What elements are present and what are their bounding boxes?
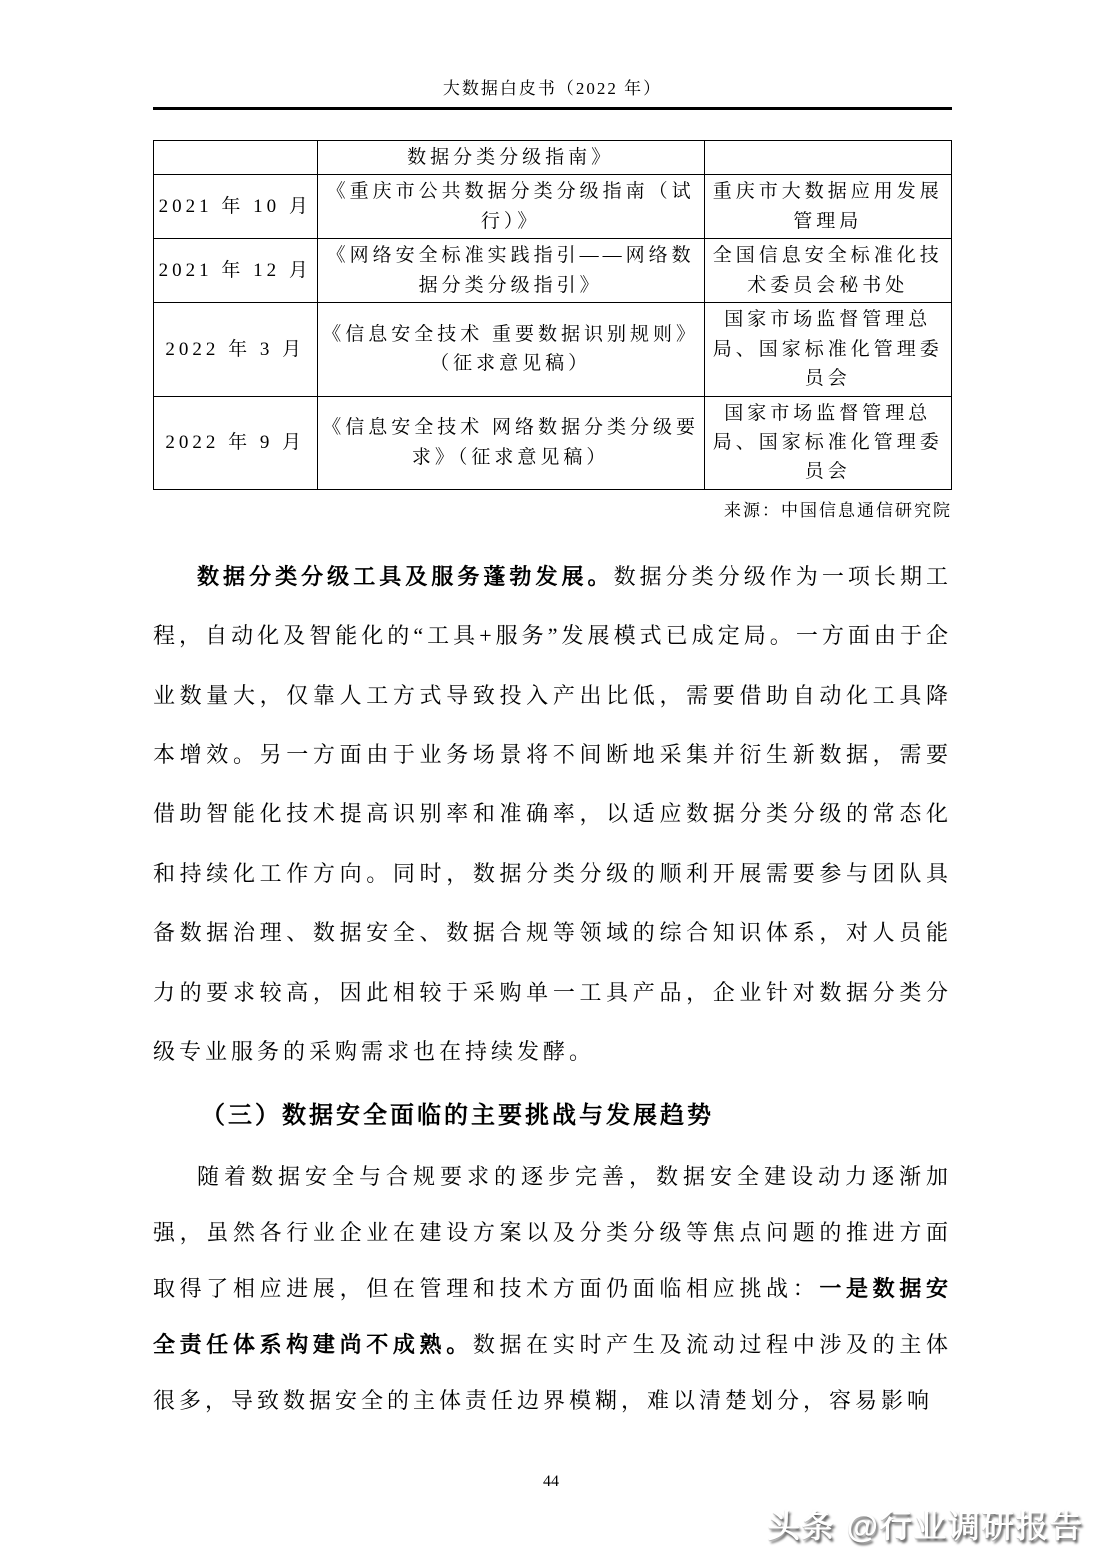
- paragraph-text: 随着数据安全与合规要求的逐步完善，数据安全建设动力逐渐加强，虽然各行业企业在建设方案以及分类分级等焦点问题的推进方面取得了相应进展，但在管理和技术方面仍面临相应挑战：: [153, 1163, 952, 1301]
- paragraph-text: 数据分类分级作为一项长期工程，自动化及智能化的“工具+服务”发展模式已成定局。一方面由于企业数量大，仅靠人工方式导致投入产出比低，需要借助自动化工具降本增效。另一方面由于业务场景将不间断地采集并衍生新数据，需要借助智能化技术提高识别率和准确率，以适应数据分类分级的常态化和持续化工作方向。同时，数据分类分级的顺利开展需要参与团队具备数据治理、数据安全、数据合规等领域的综合知识体系，对人员能力的要求较高，因此相较于采购单一工具产品，企业针对数据分类分级专业服务的采购需求也在持续发酵。: [153, 563, 952, 1064]
- paragraph-bold-challenge: 一是数据安全责任体系构建尚不成熟。: [153, 1275, 952, 1357]
- watermark-toutiao: 头条 @行业调研报告: [767, 1508, 1084, 1544]
- cell-date: 2022 年 9 月: [154, 396, 318, 489]
- table-source-note: 来源：中国信息通信研究院: [724, 500, 952, 520]
- cell-org: 国家市场监督管理总局、国家标准化管理委员会: [704, 303, 951, 396]
- cell-title: 《网络安全标准实践指引——网络数据分类分级指引》: [317, 239, 704, 303]
- cell-date: [154, 141, 318, 175]
- page-content: [153, 74, 952, 1429]
- cell-title: 数据分类分级指南》: [317, 141, 704, 175]
- table-row: [154, 303, 952, 396]
- table-row: [154, 396, 952, 489]
- cell-date: 2022 年 3 月: [154, 303, 318, 396]
- table-row: [154, 175, 952, 239]
- policy-table: [153, 140, 952, 490]
- cell-org: 全国信息安全标准化技术委员会秘书处: [704, 239, 951, 303]
- body-text: [153, 547, 952, 1429]
- paragraph-tools-services: [153, 547, 952, 1082]
- cell-date: 2021 年 10 月: [154, 175, 318, 239]
- cell-title: 《信息安全技术 重要数据识别规则》（征求意见稿）: [317, 303, 704, 396]
- cell-title: 《重庆市公共数据分类分级指南（试行）》: [317, 175, 704, 239]
- cell-org: 国家市场监督管理总局、国家标准化管理委员会: [704, 396, 951, 489]
- cell-date: 2021 年 12 月: [154, 239, 318, 303]
- header-title: 大数据白皮书（2022 年）: [153, 74, 952, 110]
- cell-org: [704, 141, 951, 175]
- paragraph-text: 数据在实时产生及流动过程中涉及的主体很多，导致数据安全的主体责任边界模糊，难以清楚划分，容易影响: [153, 1331, 952, 1413]
- paragraph-challenges: [153, 1149, 952, 1429]
- paragraph-bold-lead: 数据分类分级工具及服务蓬勃发展。: [197, 563, 614, 589]
- page-number: 44: [543, 1473, 559, 1490]
- cell-title: 《信息安全技术 网络数据分类分级要求》（征求意见稿）: [317, 396, 704, 489]
- table-row: [154, 239, 952, 303]
- cell-org: 重庆市大数据应用发展管理局: [704, 175, 951, 239]
- table-row: [154, 141, 952, 175]
- section-heading: （三）数据安全面临的主要挑战与发展趋势: [201, 1103, 714, 1130]
